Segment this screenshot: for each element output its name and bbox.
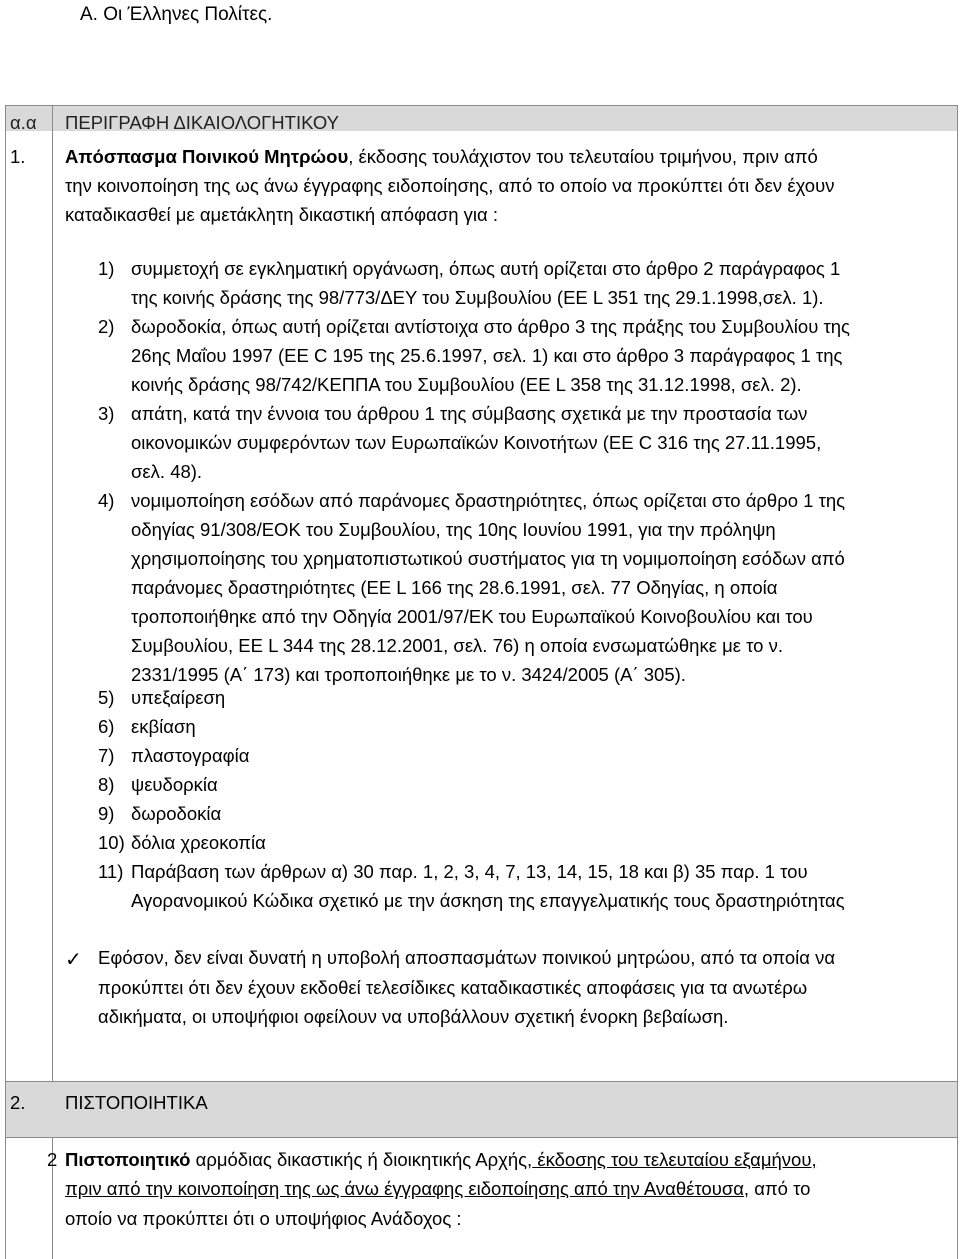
offence-number: 5) <box>98 687 115 708</box>
offence-text-line: της κοινής δράσης της 98/773/ΔΕΥ του Συμβουλίου (ΕΕ L 351 της 29.1.1998,σελ. 1). <box>131 287 824 308</box>
item-paragraph-line: οποίο να προκύπτει ότι ο υποψήφιος Ανάδοχος : <box>65 1208 462 1229</box>
section-title: ΠΕΡΙΓΡΑΦΗ ΔΙΚΑΙΟΛΟΓΗΤΙΚΟΥ <box>65 112 340 133</box>
note-line: προκύπτει ότι δεν έχουν εκδοθεί τελεσίδικες καταδικαστικές αποφάσεις για τα ανωτέρω <box>98 977 808 998</box>
offence-text-line: σελ. 48). <box>131 461 203 482</box>
offence-text-line: δόλια χρεοκοπία <box>131 832 266 853</box>
section-title: ΠΙΣΤΟΠΟΙΗΤΙΚΑ <box>65 1092 208 1113</box>
item-paragraph-line <box>65 1149 817 1171</box>
item-bold-lead: Απόσπασμα Ποινικού Μητρώου <box>65 146 349 167</box>
offence-text-line: ψευδορκία <box>131 774 218 795</box>
item-paragraph-line: καταδικασθεί με αμετάκλητη δικαστική απόφαση για : <box>65 204 498 225</box>
table-top-border <box>5 105 957 106</box>
offence-number: 9) <box>98 803 115 824</box>
offence-number: 2) <box>98 316 115 337</box>
offence-text-line: κοινής δράσης 98/742/ΚΕΠΠΑ του Συμβουλίου (ΕΕ L 358 της 31.12.1998, σελ. 2). <box>131 374 802 395</box>
offence-number: 1) <box>98 258 115 279</box>
offence-text-line: 26ης Μαΐου 1997 (ΕΕ C 195 της 25.6.1997, σελ. 1) και στο άρθρο 3 παράγραφος 1 της <box>131 345 843 366</box>
note-line: Εφόσον, δεν είναι δυνατή η υποβολή αποσπασμάτων ποινικού μητρώου, από τα οποία να <box>98 947 836 968</box>
checkmark-icon: ✓ <box>65 949 82 971</box>
offence-text-line: οικονομικών συμφερόντων των Ευρωπαϊκών Κοινοτήτων (ΕΕ C 316 της 27.11.1995, <box>131 432 822 453</box>
table-divider <box>5 1081 957 1082</box>
offence-text-line: χρησιμοποίησης του χρηματοπιστωτικού συστήματος για τη νομιμοποίηση εσόδων από <box>131 548 845 569</box>
item-bold-lead: Πιστοποιητικό <box>65 1149 191 1170</box>
offence-number: 10) <box>98 832 125 853</box>
table-left-border <box>5 105 6 1259</box>
section-label: 2. <box>10 1092 26 1113</box>
page-heading: Α. Οι Έλληνες Πολίτες. <box>80 4 273 25</box>
offence-text-line: δωροδοκία <box>131 803 222 824</box>
item-number: 2 <box>47 1149 58 1170</box>
offence-text-line: υπεξαίρεση <box>131 687 226 708</box>
offence-number: 11) <box>98 861 124 882</box>
offence-text-line: Συμβουλίου, ΕΕ L 344 της 28.12.2001, σελ. 76) η οποία ενσωματώθηκε με το ν. <box>131 635 783 656</box>
item-text: , έκδοσης τουλάχιστον του τελευταίου τριμήνου, πριν από <box>348 146 818 167</box>
item-underlined-text: πριν από την κοινοποίηση της ως άνω έγγραφης ειδοποίησης από την Αναθέτουσα, <box>65 1178 750 1199</box>
table-right-border <box>957 105 958 1259</box>
item-paragraph-line: την κοινοποίηση της ως άνω έγγραφης ειδοποίησης, από το οποίο να προκύπτει ότι δεν έχουν <box>65 175 835 196</box>
offence-number: 4) <box>98 490 115 511</box>
item-underlined-text: έκδοσης του τελευταίου εξαμήνου, <box>532 1149 817 1170</box>
note-line: αδικήματα, οι υποψήφιοι οφείλουν να υποβάλλουν σχετική ένορκη βεβαίωση. <box>98 1006 729 1027</box>
table-divider <box>5 1137 957 1138</box>
offence-text-line: παράνομες δραστηριότητες (ΕΕ L 166 της 28.6.1991, σελ. 77 Οδηγίας, η οποία <box>131 577 778 598</box>
offence-text-line: τροποποιήθηκε από την Οδηγία 2001/97/ΕΚ του Ευρωπαϊκού Κοινοβουλίου και του <box>131 606 813 627</box>
offence-text-line: εκβίαση <box>131 716 196 737</box>
offence-text-line: 2331/1995 (Α΄ 173) και τροποποιήθηκε με το ν. 3424/2005 (Α΄ 305). <box>131 664 686 685</box>
item-number: 1. <box>10 146 26 167</box>
offence-text-line: δωροδοκία, όπως αυτή ορίζεται αντίστοιχα στο άρθρο 3 της πράξης του Συμβουλίου της <box>131 316 850 337</box>
offence-number: 3) <box>98 403 115 424</box>
offence-text-line: Αγορανομικού Κώδικα σχετικό με την άσκηση της επαγγελματικής τους δραστηριότητας <box>131 890 845 911</box>
offence-text-line: πλαστογραφία <box>131 745 250 766</box>
item-text: από το <box>749 1178 811 1199</box>
section-label: α.α <box>10 112 37 133</box>
offence-text-line: νομιμοποίηση εσόδων από παράνομες δραστηριότητες, όπως ορίζεται στο άρθρο 1 της <box>131 490 846 511</box>
item-paragraph-line <box>65 1178 810 1200</box>
offence-number: 7) <box>98 745 115 766</box>
offence-text-line: συμμετοχή σε εγκληματική οργάνωση, όπως αυτή ορίζεται στο άρθρο 2 παράγραφος 1 <box>131 258 841 279</box>
column-divider <box>52 105 53 1081</box>
offence-text-line: απάτη, κατά την έννοια του άρθρου 1 της σύμβασης σχετικά με την προστασία των <box>131 403 808 424</box>
offence-number: 8) <box>98 774 115 795</box>
offence-number: 6) <box>98 716 115 737</box>
item-text: αρμόδιας δικαστικής ή διοικητικής Αρχής, <box>190 1149 533 1170</box>
offence-text-line: Παράβαση των άρθρων α) 30 παρ. 1, 2, 3, 4, 7, 13, 14, 15, 18 και β) 35 παρ. 1 του <box>131 861 808 882</box>
offence-text-line: οδηγίας 91/308/ΕΟΚ του Συμβουλίου, της 10ης Ιουνίου 1991, για την πρόληψη <box>131 519 776 540</box>
item-paragraph-line <box>65 146 818 168</box>
